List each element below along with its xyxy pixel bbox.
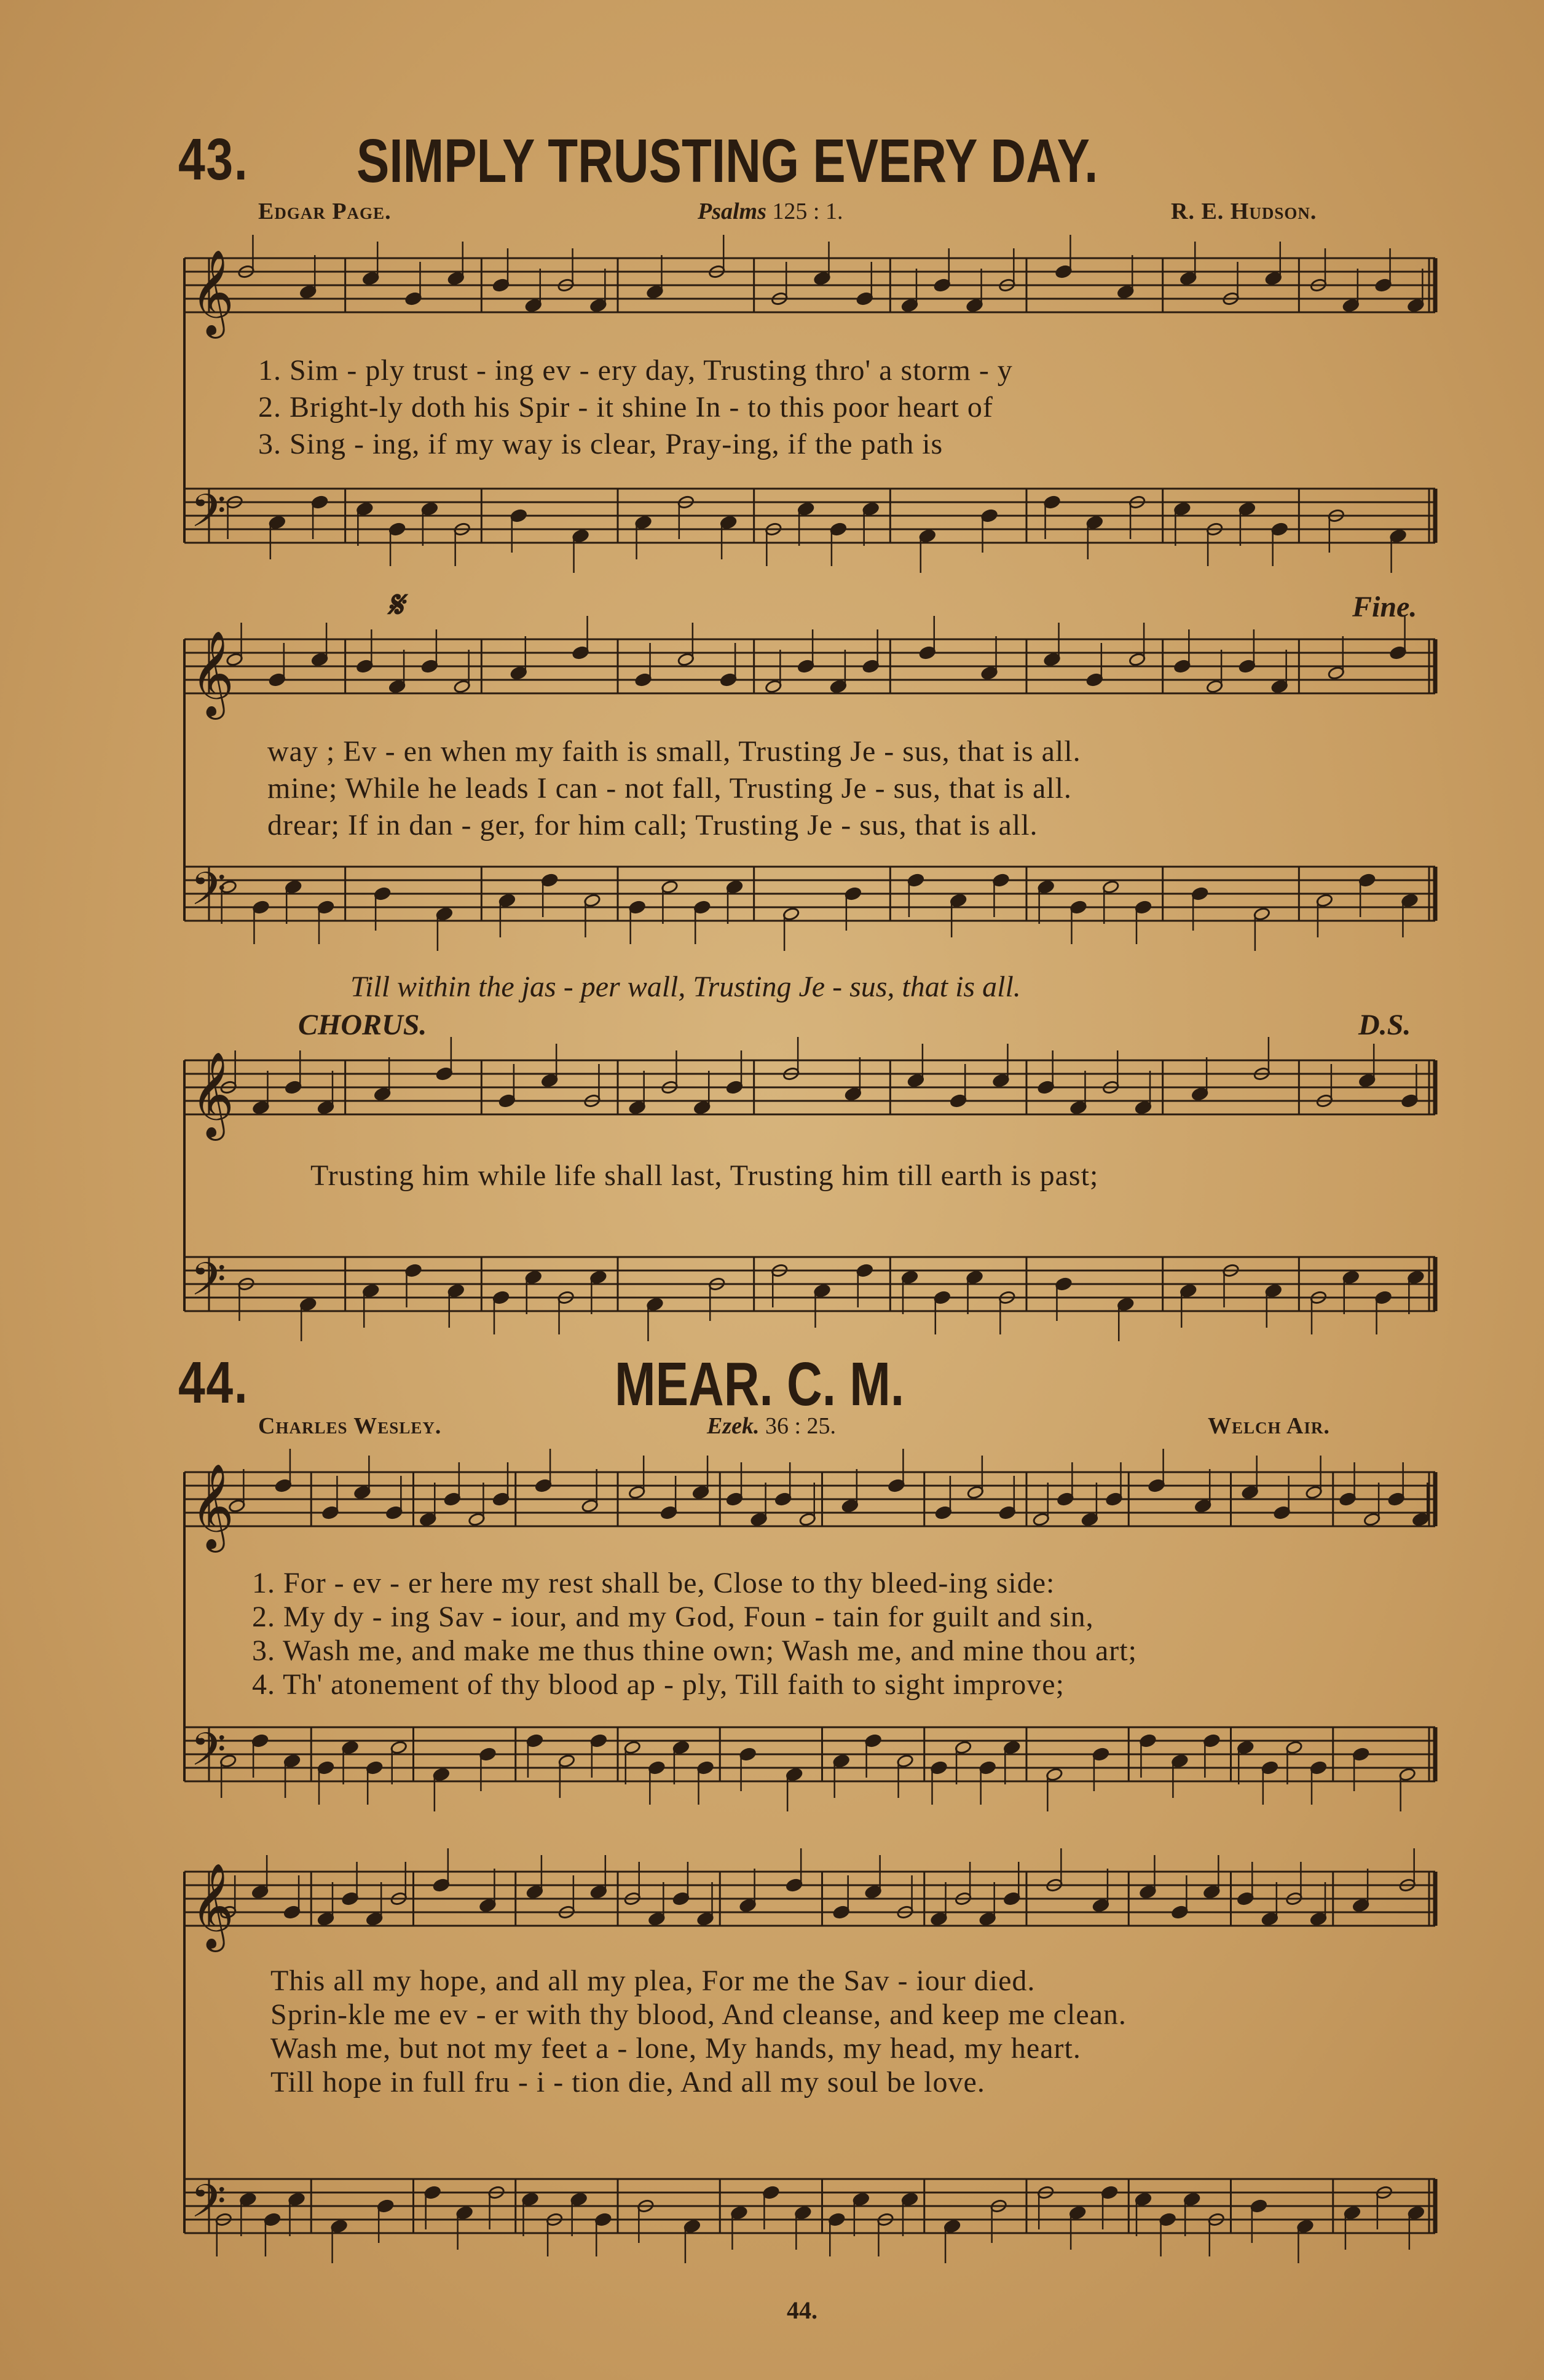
hymn-44-line2-verse2: Sprin-kle me ev - er with thy blood, And cleanse, and keep me clean.	[270, 1998, 1127, 2031]
chorus-label: CHORUS.	[298, 1009, 427, 1041]
treble-clef-icon: 𝄞	[191, 631, 234, 716]
treble-clef-icon: 𝄞	[191, 1464, 234, 1549]
fine-marking: Fine.	[1352, 591, 1417, 623]
bass-clef-icon: 𝄢	[191, 484, 226, 549]
hymn-43-verse2-line3: drear; If in dan - ger, for him call; Trusting Je - sus, that is all.	[267, 809, 1038, 841]
treble-clef-icon: 𝄞	[191, 1052, 234, 1137]
hymn-44-number: 44.	[178, 1350, 249, 1416]
hymn-44-line1-verse3: 3. Wash me, and make me thus thine own; Wash me, and mine thou art;	[252, 1634, 1137, 1667]
hymn-44-scripture-book: Ezek.	[707, 1413, 760, 1439]
hymn-44-line1-verse1: 1. For - ev - er here my rest shall be, Close to thy bleed-ing side:	[252, 1567, 1055, 1599]
hymn-43-scripture-ref: 125 : 1.	[772, 199, 843, 224]
hymn-44-line2-verse1: This all my hope, and all my plea, For me the Sav - iour died.	[270, 1964, 1036, 1997]
hymn-44-title: MEAR. C. M.	[615, 1350, 905, 1419]
hymn-43-verse2-line2: mine; While he leads I can - not fall, Trusting Je - sus, that is all.	[267, 772, 1072, 805]
hymn-43-verse4-line: Till within the jas - per wall, Trusting Je - sus, that is all.	[350, 971, 1021, 1003]
hymn-44-line2-verse4: Till hope in full fru - i - tion die, And all my soul be love.	[270, 2066, 985, 2098]
hymn-44-scripture-ref: 36 : 25.	[765, 1413, 837, 1439]
hymn-44-line1-verse2: 2. My dy - ing Sav - iour, and my God, Foun - tain for guilt and sin,	[252, 1601, 1094, 1633]
hymn-43-number: 43.	[178, 127, 249, 192]
page-number: 44.	[787, 2296, 817, 2324]
chorus-lyric-line: Trusting him while life shall last, Trusting him till earth is past;	[310, 1159, 1099, 1192]
hymn-44-composer: Welch Air.	[1208, 1413, 1330, 1439]
hymn-43-verse2-line1: way ; Ev - en when my faith is small, Trusting Je - sus, that is all.	[267, 735, 1081, 768]
bass-clef-icon: 𝄢	[191, 862, 226, 927]
hymn-43-scripture-book: Psalms	[698, 199, 766, 224]
bass-clef-icon: 𝄢	[191, 1253, 226, 1317]
hymn-43-verse1-line1: 1. Sim - ply trust - ing ev - ery day, Trusting thro' a storm - y	[258, 354, 1013, 387]
hymn-43-composer: R. E. Hudson.	[1171, 199, 1317, 224]
hymn-44-line1-verse4: 4. Th' atonement of thy blood ap - ply, Till faith to sight improve;	[252, 1668, 1065, 1701]
segno-sign: 𝄋	[387, 585, 403, 625]
hymn-43-author: Edgar Page.	[258, 199, 392, 224]
bass-clef-icon: 𝄢	[191, 2175, 226, 2239]
hymn-44-line2-verse3: Wash me, but not my feet a - lone, My hands, my head, my heart.	[270, 2032, 1081, 2065]
hymn-43-title: SIMPLY TRUSTING EVERY DAY.	[356, 127, 1098, 195]
hymn-44-scripture	[707, 1413, 836, 1440]
bass-clef-icon: 𝄢	[191, 1723, 226, 1787]
hymn-43-scripture	[698, 198, 843, 225]
treble-clef-icon: 𝄞	[191, 250, 234, 335]
hymn-43-verse1-line2: 2. Bright-ly doth his Spir - it shine In - to this poor heart of	[258, 391, 993, 424]
hymn-44-author: Charles Wesley.	[258, 1413, 442, 1439]
ds-marking: D.S.	[1358, 1009, 1411, 1041]
hymn-43-verse1-line3: 3. Sing - ing, if my way is clear, Pray-ing, if the path is	[258, 428, 943, 460]
treble-clef-icon: 𝄞	[191, 1863, 234, 1949]
